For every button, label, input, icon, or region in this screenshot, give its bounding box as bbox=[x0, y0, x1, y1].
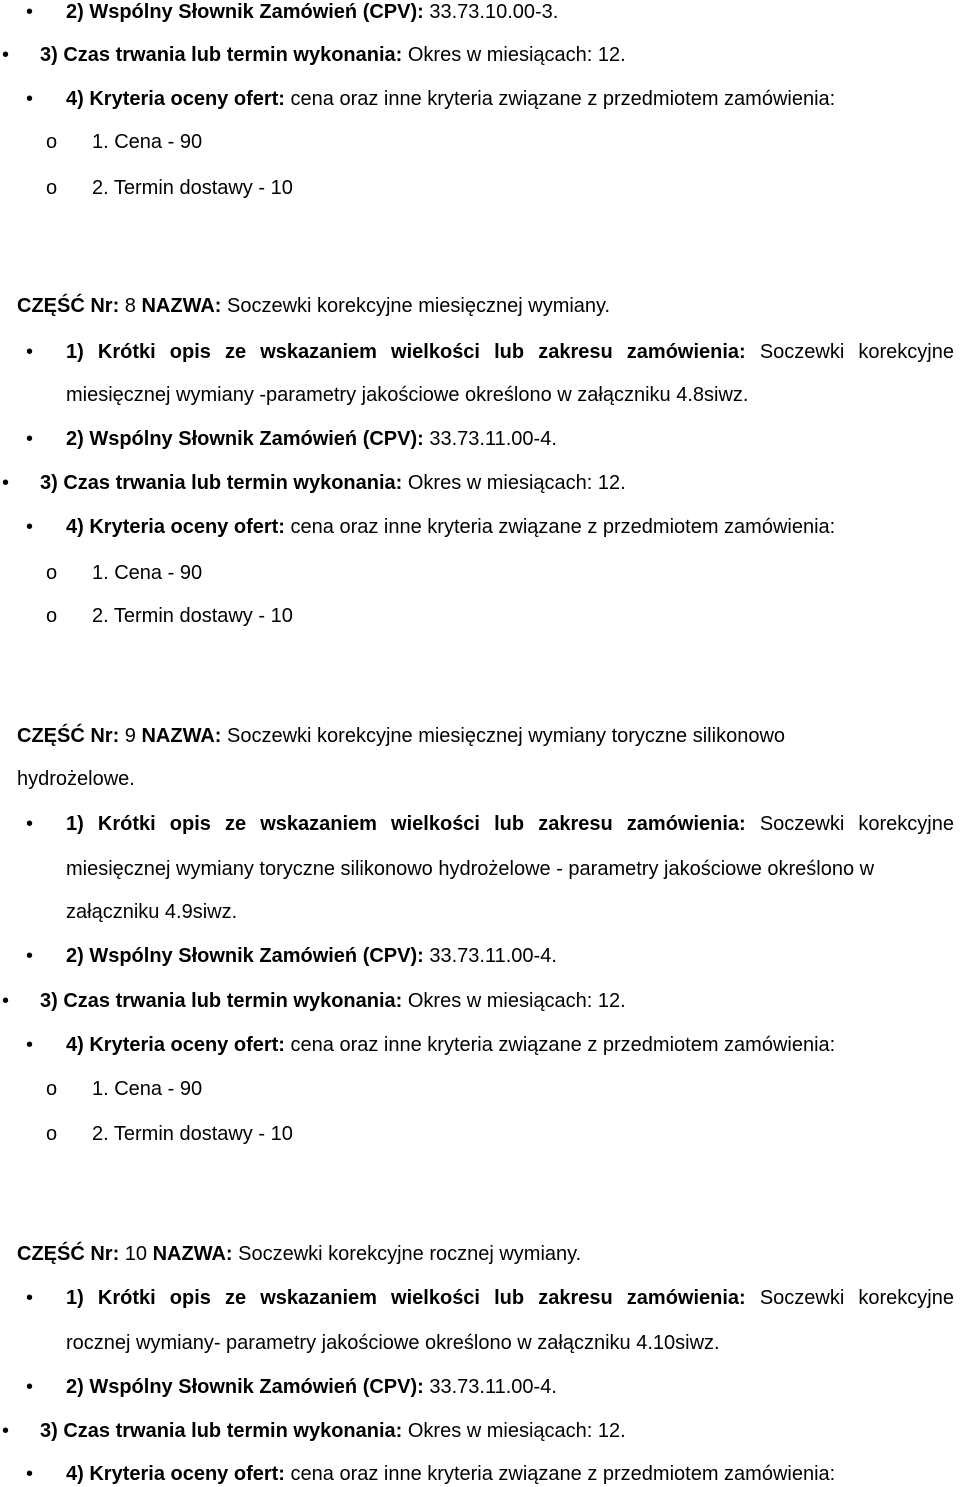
circle-bullet-icon: o bbox=[46, 131, 58, 153]
part-heading: CZĘŚĆ Nr: 10 NAZWA: Soczewki korekcyjne rocznej wymiany. bbox=[17, 1243, 582, 1265]
bullet-icon: • bbox=[2, 990, 10, 1012]
part-heading: CZĘŚĆ Nr: 9 NAZWA: Soczewki korekcyjne miesięcznej wymiany toryczne silikonowo bbox=[17, 725, 786, 747]
description-line: 1) Krótki opis ze wskazaniem wielkości lub zakresu zamówienia: Soczewki korekcyjne bbox=[66, 1287, 954, 1309]
criterion-item: 2. Termin dostawy - 10 bbox=[92, 605, 293, 627]
circle-bullet-icon: o bbox=[46, 1123, 58, 1145]
criteria-line: 4) Kryteria oceny ofert: cena oraz inne kryteria związane z przedmiotem zamówienia: bbox=[66, 1034, 836, 1056]
circle-bullet-icon: o bbox=[46, 177, 58, 199]
bullet-icon: • bbox=[26, 945, 34, 967]
bullet-icon: • bbox=[26, 88, 34, 110]
part-heading-continuation: hydrożelowe. bbox=[17, 768, 135, 790]
bullet-icon: • bbox=[26, 1034, 34, 1056]
description-continuation: załączniku 4.9siwz. bbox=[66, 901, 238, 923]
bullet-icon: • bbox=[26, 341, 34, 363]
description-line: 1) Krótki opis ze wskazaniem wielkości lub zakresu zamówienia: Soczewki korekcyjne bbox=[66, 813, 954, 835]
bullet-icon: • bbox=[2, 1420, 10, 1442]
criterion-item: 1. Cena - 90 bbox=[92, 131, 203, 153]
bullet-icon: • bbox=[26, 1, 34, 23]
bullet-icon: • bbox=[2, 44, 10, 66]
criterion-item: 2. Termin dostawy - 10 bbox=[92, 1123, 293, 1145]
cpv-line: 2) Wspólny Słownik Zamówień (CPV): 33.73.11.00-4. bbox=[66, 945, 557, 967]
circle-bullet-icon: o bbox=[46, 605, 58, 627]
description-continuation: rocznej wymiany- parametry jakościowe określono w załączniku 4.10siwz. bbox=[66, 1332, 720, 1354]
criterion-item: 1. Cena - 90 bbox=[92, 1078, 203, 1100]
description-line: 1) Krótki opis ze wskazaniem wielkości lub zakresu zamówienia: Soczewki korekcyjne bbox=[66, 341, 954, 363]
criterion-item: 2. Termin dostawy - 10 bbox=[92, 177, 293, 199]
circle-bullet-icon: o bbox=[46, 1078, 58, 1100]
criterion-item: 1. Cena - 90 bbox=[92, 562, 203, 584]
cpv-line: 2) Wspólny Słownik Zamówień (CPV): 33.73.10.00-3. bbox=[66, 1, 559, 23]
cpv-line: 2) Wspólny Słownik Zamówień (CPV): 33.73.11.00-4. bbox=[66, 1376, 557, 1398]
bullet-icon: • bbox=[26, 1287, 34, 1309]
bullet-icon: • bbox=[26, 813, 34, 835]
description-continuation: miesięcznej wymiany toryczne silikonowo hydrożelowe - parametry jakościowe określono w bbox=[66, 858, 875, 880]
time-line: 3) Czas trwania lub termin wykonania: Okres w miesiącach: 12. bbox=[40, 44, 626, 66]
bullet-icon: • bbox=[26, 1376, 34, 1398]
bullet-icon: • bbox=[26, 428, 34, 450]
cpv-line: 2) Wspólny Słownik Zamówień (CPV): 33.73.11.00-4. bbox=[66, 428, 557, 450]
criteria-line: 4) Kryteria oceny ofert: cena oraz inne kryteria związane z przedmiotem zamówienia: bbox=[66, 1463, 836, 1485]
time-line: 3) Czas trwania lub termin wykonania: Okres w miesiącach: 12. bbox=[40, 472, 626, 494]
criteria-line: 4) Kryteria oceny ofert: cena oraz inne kryteria związane z przedmiotem zamówienia: bbox=[66, 88, 836, 110]
time-line: 3) Czas trwania lub termin wykonania: Okres w miesiącach: 12. bbox=[40, 990, 626, 1012]
bullet-icon: • bbox=[26, 516, 34, 538]
circle-bullet-icon: o bbox=[46, 562, 58, 584]
bullet-icon: • bbox=[26, 1463, 34, 1485]
criteria-line: 4) Kryteria oceny ofert: cena oraz inne kryteria związane z przedmiotem zamówienia: bbox=[66, 516, 836, 538]
part-heading: CZĘŚĆ Nr: 8 NAZWA: Soczewki korekcyjne miesięcznej wymiany. bbox=[17, 295, 611, 317]
description-continuation: miesięcznej wymiany -parametry jakościowe określono w załączniku 4.8siwz. bbox=[66, 384, 749, 406]
time-line: 3) Czas trwania lub termin wykonania: Okres w miesiącach: 12. bbox=[40, 1420, 626, 1442]
bullet-icon: • bbox=[2, 472, 10, 494]
